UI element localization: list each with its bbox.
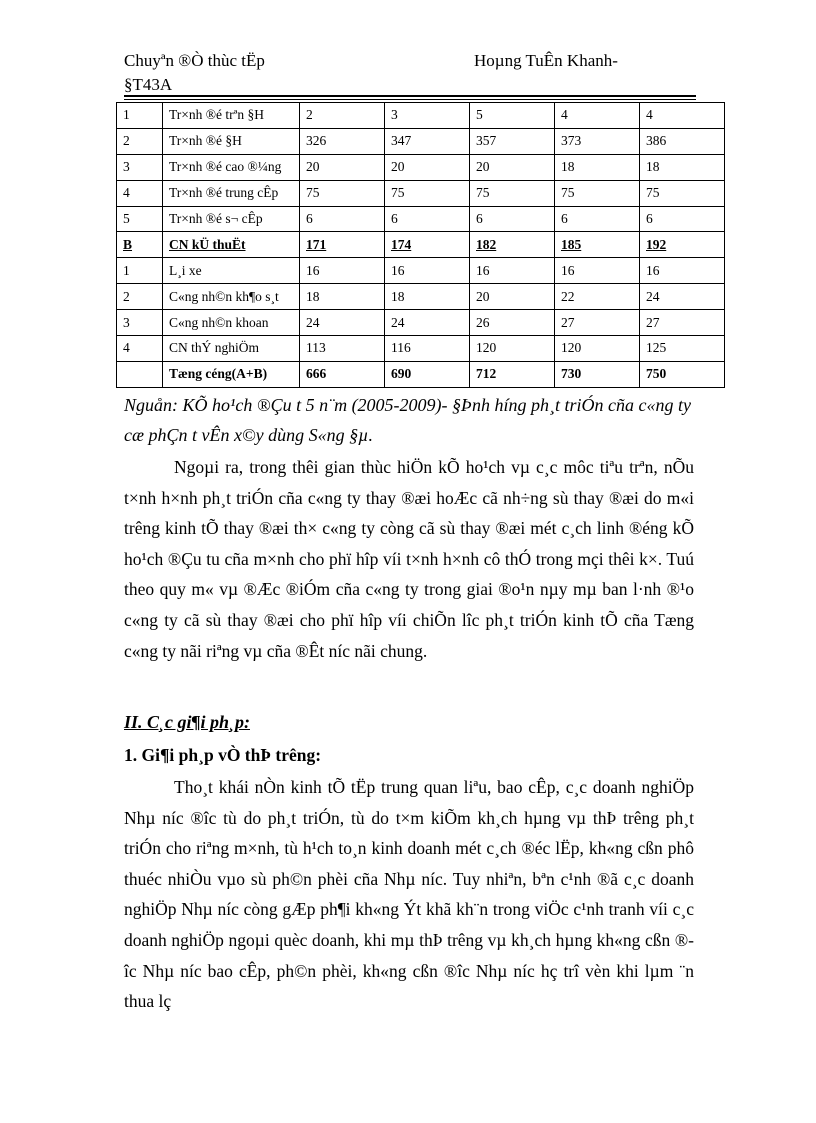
table-cell: 120 [555,336,640,362]
table-cell: 1 [117,103,163,129]
table-cell: 2 [117,128,163,154]
table-cell: 16 [640,258,725,284]
table-row [117,206,725,232]
table-cell: 24 [300,310,385,336]
header-rule-thick [124,95,696,97]
table-cell: 6 [385,206,470,232]
table-cell: 182 [470,232,555,258]
table-row [117,284,725,310]
table-cell: 2 [300,103,385,129]
table-cell: C«ng nh©n khoan [163,310,300,336]
table-cell: 4 [555,103,640,129]
table-cell: 4 [640,103,725,129]
table-cell: Tr×nh ®é s¬ cÊp [163,206,300,232]
table-cell: 3 [385,103,470,129]
table-cell: 16 [300,258,385,284]
table-cell: 20 [385,154,470,180]
table-cell: 185 [555,232,640,258]
table-cell: 750 [640,361,725,387]
table-cell: 2 [117,284,163,310]
table-cell: Tæng céng(A+B) [163,361,300,387]
table-cell: 16 [385,258,470,284]
table-cell: 326 [300,128,385,154]
table-row [117,336,725,362]
table-cell: 24 [385,310,470,336]
table-cell: 4 [117,180,163,206]
table-cell: 75 [300,180,385,206]
workforce-table [116,102,725,388]
table-cell: Tr×nh ®é trung cÊp [163,180,300,206]
table-cell: B [117,232,163,258]
table-cell: 24 [640,284,725,310]
table-cell: 5 [117,206,163,232]
table-cell: 120 [470,336,555,362]
table-cell: 20 [300,154,385,180]
table-cell: Tr×nh ®é §H [163,128,300,154]
table-row [117,103,725,129]
subsection-heading-market: 1. Gi¶i ph¸p vÒ thÞ trêng: [124,745,322,765]
table-cell: 690 [385,361,470,387]
table-cell: 171 [300,232,385,258]
table-cell: 6 [555,206,640,232]
table-cell: 6 [640,206,725,232]
table-row [117,180,725,206]
table-cell: 174 [385,232,470,258]
table-cell: Tr×nh ®é cao ®¼ng [163,154,300,180]
paragraph-market-solution: Tho¸t khái nÒn kinh tÕ tËp trung quan liªu, bao cÊp, c¸c doanh nghiÖp Nhµ níc ®îc tù do ph¸t triÓn, tù do t×m kiÕm kh¸ch hµng vµ thÞ trêng ph¸t triÓn cho riªng m×nh, tù h¹ch to¸n kinh doanh mét c¸ch ®éc lËp, kh«ng cßn phô thuéc nhiÒu vµo sù ph©n phèi cña Nhµ níc. Tuy nhiªn, bªn c¹nh ®ã c¸c doanh nghiÖp Nhµ níc còng gÆp ph¶i kh«ng Ýt khã kh¨n trong viÖc c¹nh tranh víi c¸c doanh nghiÖp ngoµi quèc doanh, khi mµ thÞ trêng vµ kh¸ch hµng kh«ng cßn ®îc Nhµ níc bao cÊp, ph©n phèi, kh«ng cßn ®îc Nhµ níc hç trî vèn khi lµm ¨n thua lç [124,777,694,1012]
table-cell: 27 [640,310,725,336]
table-cell: 373 [555,128,640,154]
table-cell: L¸i xe [163,258,300,284]
table-cell: 386 [640,128,725,154]
table-cell: 5 [470,103,555,129]
table-cell: 20 [470,284,555,310]
table-cell: 6 [470,206,555,232]
table-cell: 18 [640,154,725,180]
table-cell: 125 [640,336,725,362]
table-cell: 20 [470,154,555,180]
table-cell: 16 [555,258,640,284]
table-cell: 666 [300,361,385,387]
table-cell: 22 [555,284,640,310]
table-cell: C«ng nh©n kh¶o s¸t [163,284,300,310]
table-cell: 27 [555,310,640,336]
table-cell: 18 [385,284,470,310]
table-cell: 1 [117,258,163,284]
header-class-code: §T43A [124,75,173,94]
table-cell: 347 [385,128,470,154]
table-cell: 192 [640,232,725,258]
header-title: Chuyªn ®Ò thùc tËp [124,51,265,70]
header-author: Hoµng TuÊn Khanh- [474,51,618,70]
table-cell: Tr×nh ®é trªn §H [163,103,300,129]
table-cell: 116 [385,336,470,362]
table-cell: 3 [117,154,163,180]
table-cell: 357 [470,128,555,154]
table-cell: 75 [640,180,725,206]
table-cell: 75 [470,180,555,206]
table-cell: 75 [555,180,640,206]
table-cell: 730 [555,361,640,387]
table-row [117,128,725,154]
table-cell: 26 [470,310,555,336]
table-cell: CN thÝ nghiÖm [163,336,300,362]
paragraph-adjustment: Ngoµi ra, trong thêi gian thùc hiÖn kÕ ho¹ch vµ c¸c môc tiªu trªn, nÕu t×nh h×nh ph¸t triÓn cña c«ng ty thay ®æi hoÆc cã nh÷ng sù thay ®æi do m«i trêng kinh tÕ thay ®æi th× c«ng ty còng cã sù thay ®æi mét c¸ch linh ®éng kÕ ho¹ch ®Çu tu cña m×nh cho phï hîp víi t×nh h×nh cô thÓ trong mçi thêi k×. Tuú theo quy m« vµ ®Æc ®iÓm cña c«ng ty trong giai ®o¹n nµy mµ ban l·nh ®¹o c«ng ty cã sù thay ®æi cho phï hîp víi chiÕn lîc ph¸t triÓn kinh tÕ cña Tæng c«ng ty nãi riªng vµ cña ®Êt níc nãi chung. [124,457,694,661]
table-cell: 3 [117,310,163,336]
table-row [117,361,725,387]
section-heading-solutions: II. C¸c gi¶i ph¸p: [124,712,250,732]
table-cell: 75 [385,180,470,206]
table-cell: 6 [300,206,385,232]
table-source-note: Nguån: KÕ ho¹ch ®Çu t 5 n¨m (2005-2009)- §Þnh híng ph¸t triÓn cña c«ng ty cæ phÇn t vÊn x©y dùng S«ng §µ. [124,395,692,445]
table-cell [117,361,163,387]
table-row [117,310,725,336]
table-cell: CN kÜ thuËt [163,232,300,258]
table-cell: 4 [117,336,163,362]
table-row [117,154,725,180]
table-cell: 16 [470,258,555,284]
table-cell: 712 [470,361,555,387]
table-row [117,258,725,284]
table-cell: 18 [300,284,385,310]
table-cell: 18 [555,154,640,180]
table-cell: 113 [300,336,385,362]
header-rule-thin [124,99,696,100]
page-header [124,50,696,98]
table-row [117,232,725,258]
